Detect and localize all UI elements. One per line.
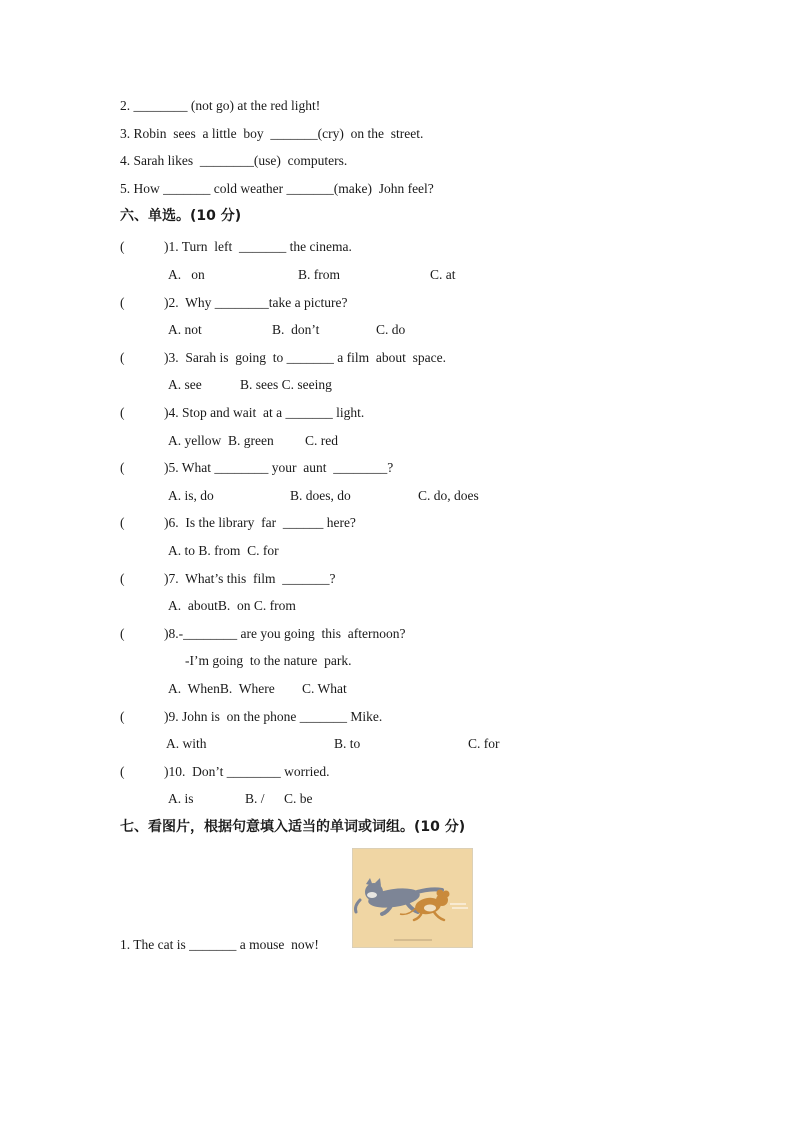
question-2: )2. Why ________take a picture? — [164, 295, 348, 310]
q10-option-a: A. is — [168, 791, 194, 806]
q1-option-c: C. at — [430, 267, 456, 282]
q5-option-c: C. do, does — [418, 488, 479, 503]
answer-paren: ( — [120, 709, 125, 724]
q8-option-ab: A. WhenB. Where — [168, 681, 275, 696]
q9-option-b: B. to — [334, 736, 361, 751]
section-7-title: 七、看图片，根据句意填入适当的单词或词组。(10 分) — [120, 819, 466, 835]
q3-option-bc: B. sees C. seeing — [240, 377, 332, 392]
q2-option-a: A. not — [168, 322, 202, 337]
question-1: )1. Turn left _______ the cinema. — [164, 239, 352, 254]
fill-in-3: 3. Robin sees a little boy _______(cry) on the street. — [120, 126, 424, 141]
q3-option-a: A. see — [168, 377, 202, 392]
answer-paren: ( — [120, 626, 125, 641]
fill-in-5: 5. How _______ cold weather _______(make) John feel? — [120, 181, 434, 196]
q6-options: A. to B. from C. for — [168, 543, 279, 558]
answer-paren: ( — [120, 571, 125, 586]
q4-option-ab: A. yellow B. green — [168, 433, 274, 448]
cat-chasing-mouse-picture — [352, 848, 473, 948]
section-6-title: 六、单选。(10 分) — [120, 208, 242, 224]
answer-paren: ( — [120, 239, 125, 254]
q8-answer-line: -I’m going to the nature park. — [185, 653, 352, 668]
q5-option-a: A. is, do — [168, 488, 214, 503]
q9-option-a: A. with — [166, 736, 207, 751]
q2-option-b: B. don’t — [272, 322, 320, 337]
question-8: )8.-________ are you going this afternoon? — [164, 626, 406, 641]
fill-in-2: 2. ________ (not go) at the red light! — [120, 98, 321, 113]
q4-option-c: C. red — [305, 433, 338, 448]
answer-paren: ( — [120, 350, 125, 365]
q10-option-c: C. be — [284, 791, 313, 806]
q2-option-c: C. do — [376, 322, 406, 337]
question-10: )10. Don’t ________ worried. — [164, 764, 330, 779]
q1-option-a: A. on — [168, 267, 205, 282]
answer-paren: ( — [120, 460, 125, 475]
question-6: )6. Is the library far ______ here? — [164, 515, 356, 530]
picture-question-1: 1. The cat is _______ a mouse now! — [120, 937, 319, 952]
answer-paren: ( — [120, 295, 125, 310]
q10-option-b: B. / — [245, 791, 265, 806]
answer-paren: ( — [120, 515, 125, 530]
q8-option-c: C. What — [302, 681, 347, 696]
answer-paren: ( — [120, 764, 125, 779]
question-5: )5. What ________ your aunt ________? — [164, 460, 394, 475]
question-3: )3. Sarah is going to _______ a film about space. — [164, 350, 446, 365]
q1-option-b: B. from — [298, 267, 340, 282]
q9-option-c: C. for — [468, 736, 500, 751]
answer-paren: ( — [120, 405, 125, 420]
q7-options: A. aboutB. on C. from — [168, 598, 296, 613]
q5-option-b: B. does, do — [290, 488, 351, 503]
fill-in-4: 4. Sarah likes ________(use) computers. — [120, 153, 348, 168]
question-9: )9. John is on the phone _______ Mike. — [164, 709, 383, 724]
question-7: )7. What’s this film _______? — [164, 571, 336, 586]
question-4: )4. Stop and wait at a _______ light. — [164, 405, 365, 420]
